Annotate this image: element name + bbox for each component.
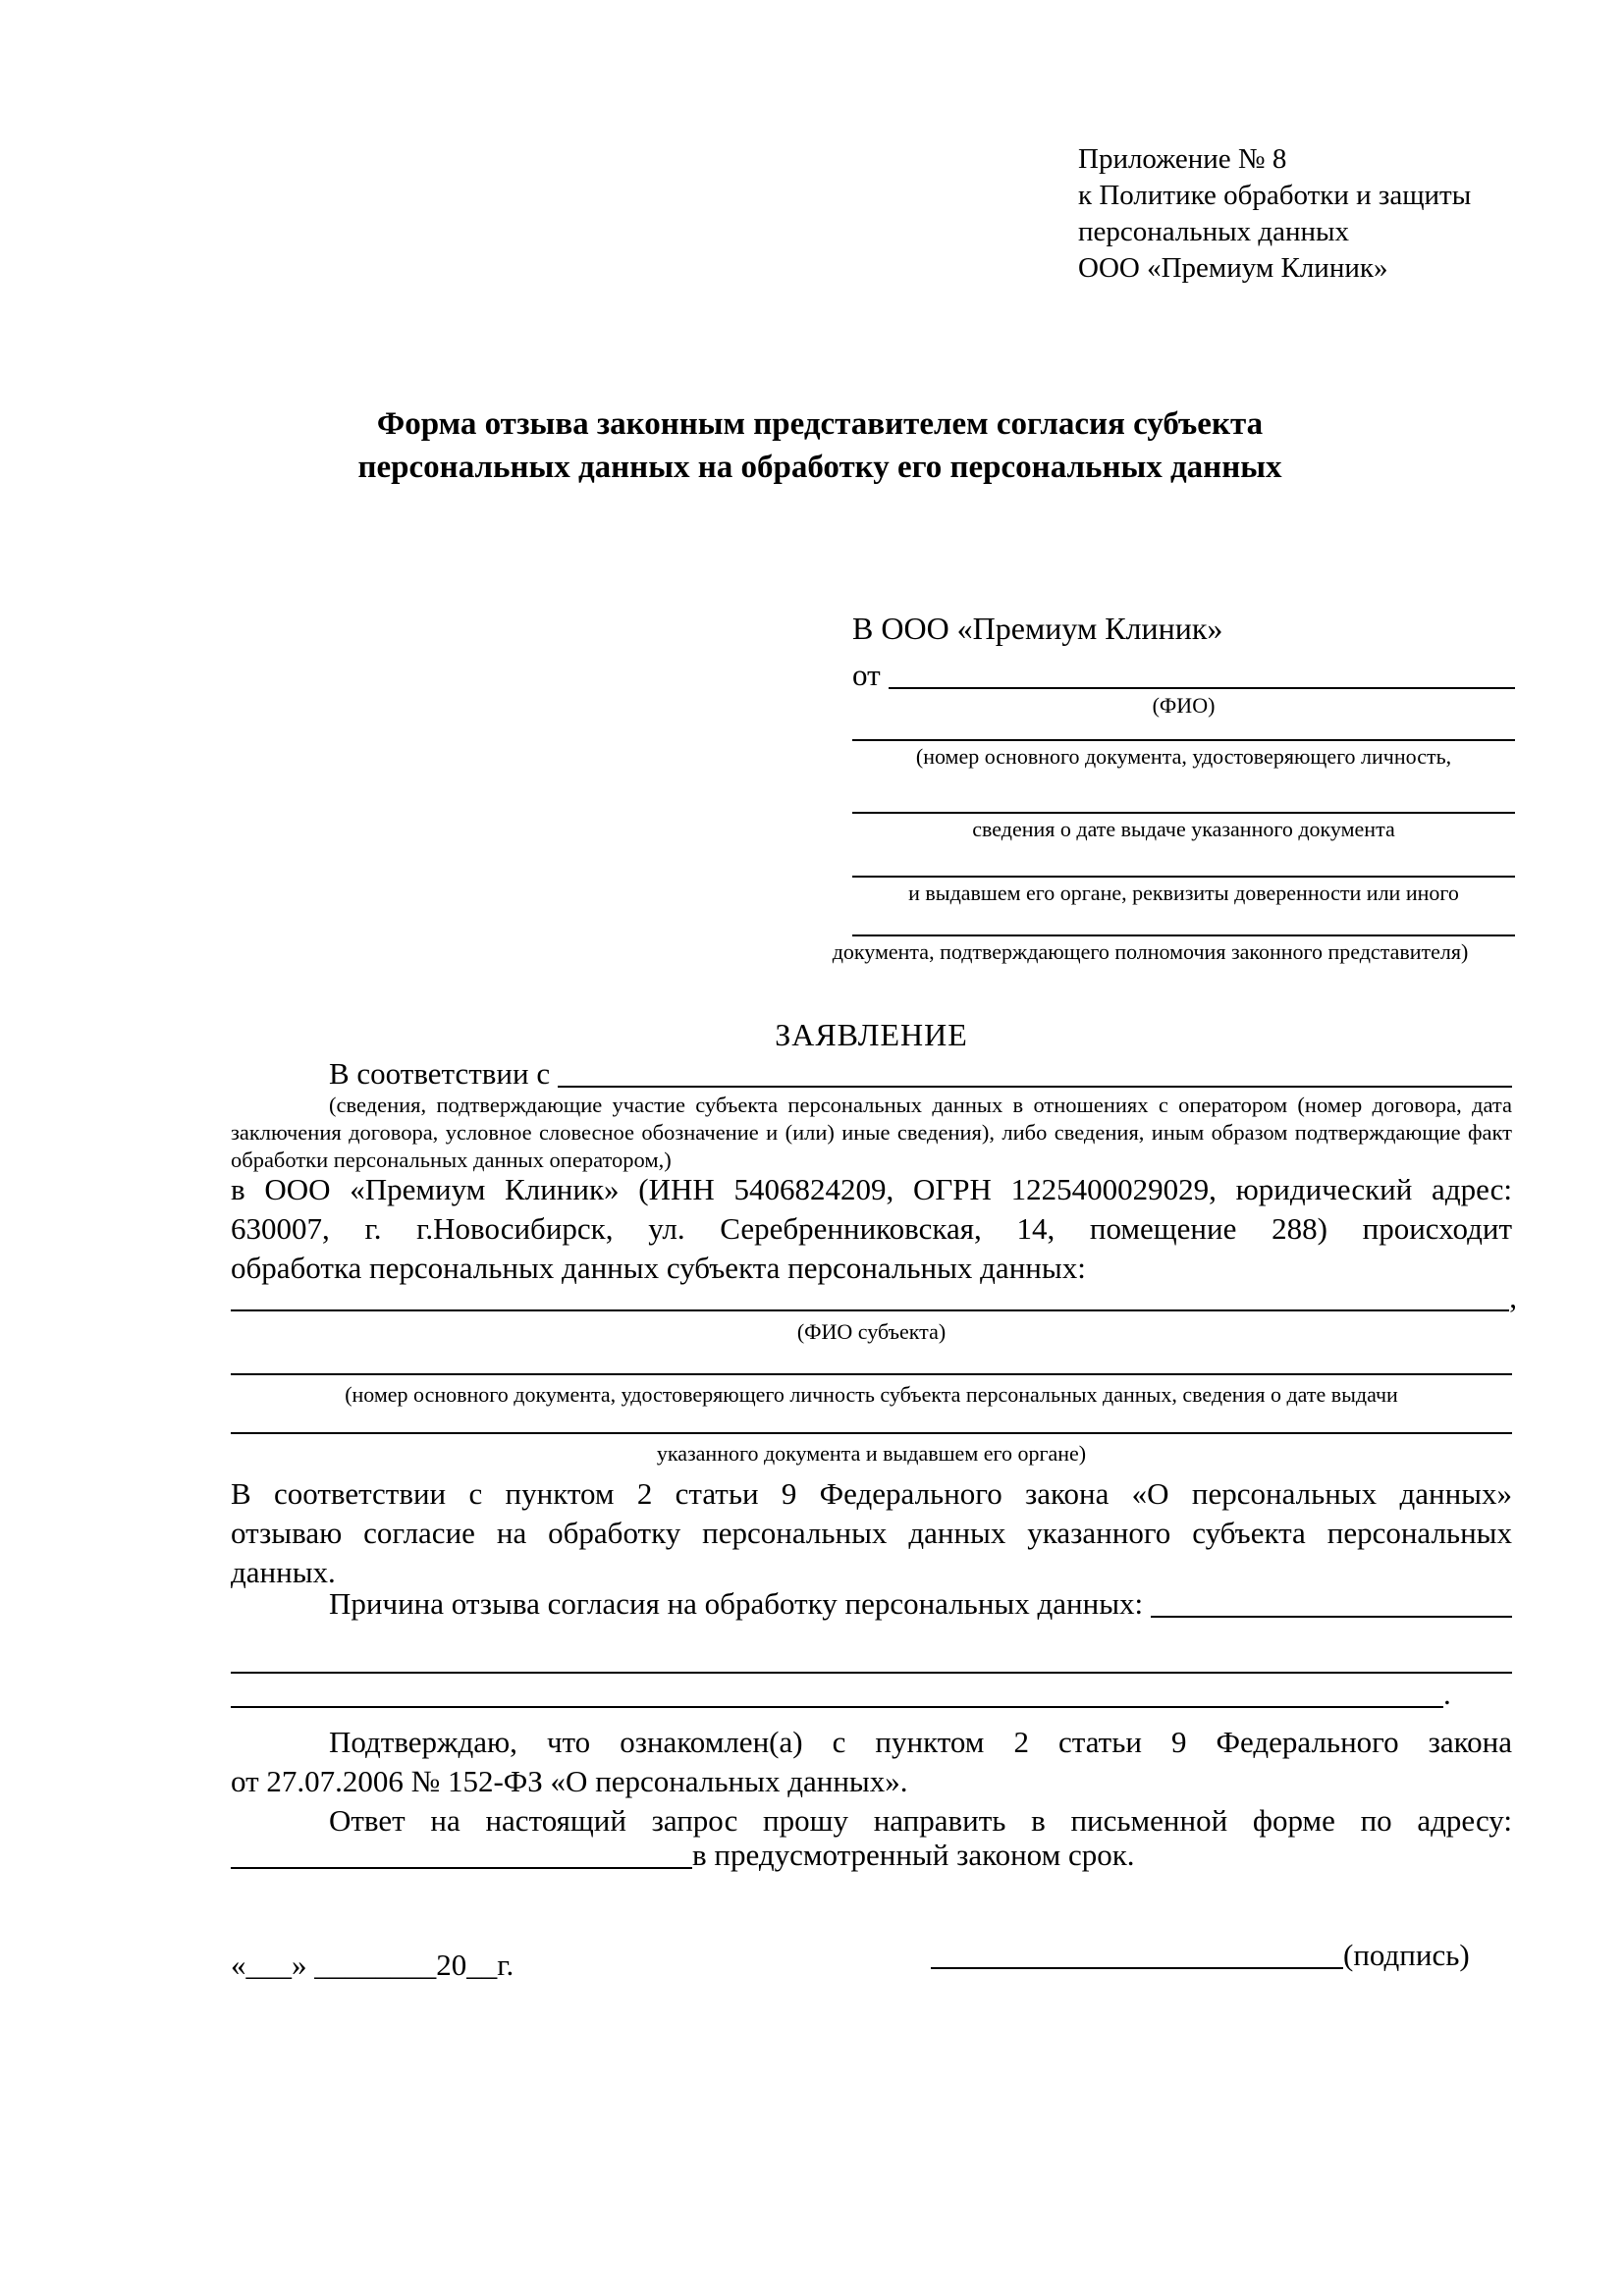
subject-doc-blank-line — [231, 1432, 1512, 1434]
withdrawal-line: отзываю согласие на обработку персональных данных указанного субъекта персональных — [231, 1516, 1512, 1550]
basis-prefix: В соответствии с — [329, 1056, 551, 1091]
header-note-line: к Политике обработки и защиты — [1078, 180, 1472, 211]
subject-doc-caption: указанного документа и выдавшем его органе) — [656, 1441, 1087, 1466]
document-title-line: персональных данных на обработку его персональных данных — [357, 450, 1282, 485]
operator-paragraph-line: в ООО «Премиум Клиник» (ИНН 5406824209, ОГРН 1225400029029, юридический адрес: — [231, 1172, 1512, 1206]
header-note-line: ООО «Премиум Клиник» — [1078, 252, 1388, 284]
basis-blank-line — [558, 1086, 1512, 1088]
subject-fio-row — [231, 1278, 1517, 1317]
signature-caption: (подпись) — [1343, 1938, 1470, 1972]
reason-blank-line — [1151, 1616, 1512, 1618]
header-note-line: персональных данных — [1078, 216, 1350, 247]
from-blank-line — [889, 687, 1515, 689]
header-note — [1078, 141, 1471, 287]
confirm-line: от 27.07.2006 № 152-ФЗ «О персональных данных». — [231, 1764, 908, 1798]
doc-info-caption: сведения о дате выдаче указанного документа — [972, 817, 1395, 841]
signature-blank-line — [931, 1967, 1343, 1969]
fio-caption: (ФИО) — [1152, 693, 1216, 718]
reason-extra-blank-line — [231, 1706, 1443, 1708]
basis-caption-line: заключения договора, условное словесное обозначение и (или) иные сведения), либо сведения, иным образом подтверждающие факт — [231, 1120, 1512, 1145]
reason-extra-row — [231, 1675, 1463, 1714]
operator-paragraph-line: обработка персональных данных субъекта персональных данных: — [231, 1251, 1086, 1285]
doc-info-blank-line — [852, 812, 1515, 814]
basis-row — [329, 1054, 1512, 1094]
subject-fio-blank-line — [231, 1309, 1509, 1311]
reason-label: Причина отзыва согласия на обработку персональных данных: — [329, 1586, 1144, 1621]
doc-info-blank-line — [852, 934, 1515, 936]
signature-row — [931, 1936, 1490, 1975]
document-title — [98, 402, 1542, 489]
basis-caption-line: (сведения, подтверждающие участие субъекта персональных данных в отношениях с оператором (номер договора, дата — [329, 1093, 1512, 1117]
doc-info-blank-line — [852, 739, 1515, 741]
basis-caption-line: обработки персональных данных оператором,) — [231, 1148, 672, 1172]
response-address-row — [231, 1836, 1512, 1875]
subject-doc-blank-line — [231, 1373, 1512, 1375]
reason-row — [329, 1584, 1512, 1624]
subject-doc-caption: (номер основного документа, удостоверяющего личность субъекта персональных данных, сведения о дате выдачи — [345, 1382, 1398, 1407]
subject-fio-comma: , — [1509, 1280, 1517, 1314]
recipient-to: В ООО «Премиум Клиник» — [852, 611, 1223, 646]
doc-info-caption: и выдавшем его органе, реквизиты доверенности или иного — [908, 881, 1459, 905]
reason-period: . — [1443, 1677, 1451, 1711]
withdrawal-line: данных. — [231, 1555, 336, 1589]
operator-paragraph-line: 630007, г. г.Новосибирск, ул. Серебренниковская, 14, помещение 288) происходит — [231, 1211, 1512, 1246]
withdrawal-paragraph — [231, 1474, 1512, 1592]
reason-extra-blank-line — [231, 1672, 1512, 1674]
header-note-line: Приложение № 8 — [1078, 143, 1287, 175]
from-label: от — [852, 658, 881, 692]
withdrawal-line: В соответствии с пунктом 2 статьи 9 Федерального закона «О персональных данных» — [231, 1476, 1512, 1511]
confirm-paragraph — [231, 1723, 1512, 1801]
from-row — [852, 656, 1515, 695]
operator-paragraph — [231, 1170, 1512, 1288]
document-title-line: Форма отзыва законным представителем согласия субъекта — [376, 406, 1264, 442]
doc-info-blank-line — [852, 876, 1515, 878]
confirm-line: Подтверждаю, что ознакомлен(а) с пунктом 2 статьи 9 Федерального закона — [329, 1725, 1512, 1759]
doc-info-caption: документа, подтверждающего полномочия законного представителя) — [832, 939, 1469, 964]
statement-heading: ЗАЯВЛЕНИЕ — [775, 1017, 968, 1052]
response-suffix: в предусмотренный законом срок. — [692, 1838, 1135, 1872]
doc-info-caption: (номер основного документа, удостоверяющего личность, — [915, 744, 1452, 769]
basis-caption — [231, 1092, 1512, 1174]
address-blank-line — [231, 1867, 692, 1869]
date-field: «___» ________20__г. — [231, 1948, 514, 1982]
subject-fio-caption: (ФИО субъекта) — [796, 1319, 947, 1344]
response-line: Ответ на настоящий запрос прошу направить в письменной форме по адресу: — [329, 1803, 1512, 1838]
